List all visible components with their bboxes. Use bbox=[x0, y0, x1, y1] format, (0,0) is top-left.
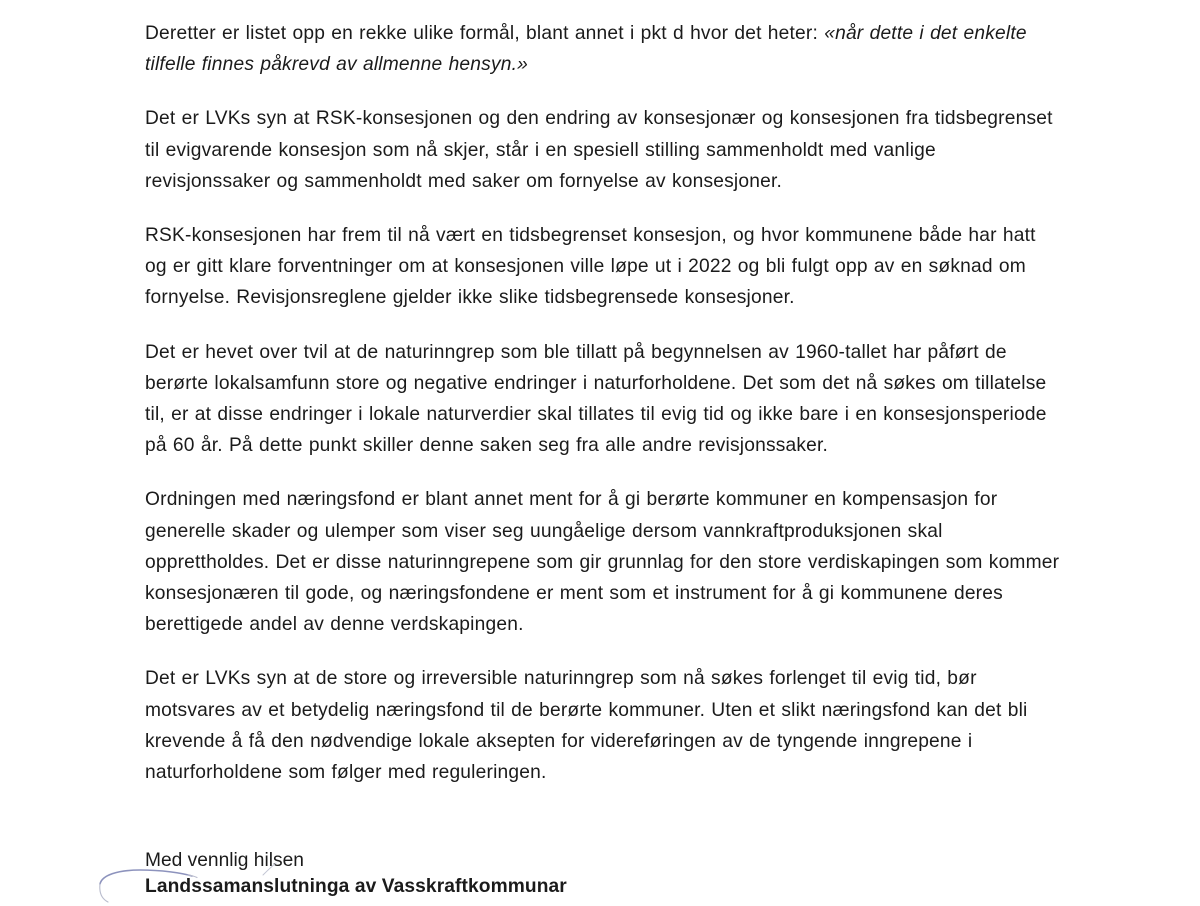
paragraph-1-quote: «når dette i det enkelte tilfelle finnes påkrevd av allmenne hensyn.» bbox=[145, 23, 1027, 76]
closing-salutation: Med vennlig hilsen bbox=[145, 850, 304, 871]
closing-organization: Landssamanslutninga av Vasskraftkommunar bbox=[145, 876, 567, 897]
paragraph-5: Ordningen med næringsfond er blant annet ment for å gi berørte kommuner en kompensasjon for generelle skader og ulemper som viser seg uungåelige dersom vannkraftproduksjonen skal opprettholdes. Det er disse naturinngrepene som gir grunnlag for den store verdiskapingen som kommer konsesjonæren til gode, og næringsfondene er ment som et instrument for å gi kommunene deres berettigede andel av denne verdskapingen. bbox=[145, 489, 1060, 636]
letter-body bbox=[145, 18, 1060, 811]
closing-block bbox=[145, 848, 845, 900]
paragraph-2: Det er LVKs syn at RSK-konsesjonen og den endring av konsesjonær og konsesjonen fra tidsbegrenset til evigvarende konsesjon som nå skjer, står i en spesiell stilling sammenholdt med vanlige revisjonssaker og sammenholdt med saker om fornyelse av konsesjoner. bbox=[145, 108, 1053, 192]
paragraph-4: Det er hevet over tvil at de naturinngrep som ble tillatt på begynnelsen av 1960-tallet har påført de berørte lokalsamfunn store og negative endringer i naturforholdene. Det som det nå søkes om tillatelse til, er at disse endringer i lokale naturverdier skal tillates til evig tid og ikke bare i en konsesjonsperiode på 60 år. På dette punkt skiller denne saken seg fra alle andre revisjonssaker. bbox=[145, 341, 1047, 457]
paragraph-1 bbox=[145, 18, 1060, 80]
paragraph-6: Det er LVKs syn at de store og irreversible naturinngrep som nå søkes forlenget til evig tid, bør motsvares av et betydelig næringsfond til de berørte kommuner. Uten et slikt næringsfond kan det bli krevende å få den nødvendige lokale aksepten for videreføringen av de tyngende inngrepene i naturforholdene som følger med reguleringen. bbox=[145, 668, 1028, 784]
paragraph-3: RSK-konsesjonen har frem til nå vært en tidsbegrenset konsesjon, og hvor kommunene både har hatt og er gitt klare forventninger om at konsesjonen ville løpe ut i 2022 og bli fulgt opp av en søknad om fornyelse. Revisjonsreglene gjelder ikke slike tidsbegrensede konsesjoner. bbox=[145, 225, 1036, 309]
paragraph-1-lead: Deretter er listet opp en rekke ulike formål, blant annet i pkt d hvor det heter: bbox=[145, 23, 825, 44]
